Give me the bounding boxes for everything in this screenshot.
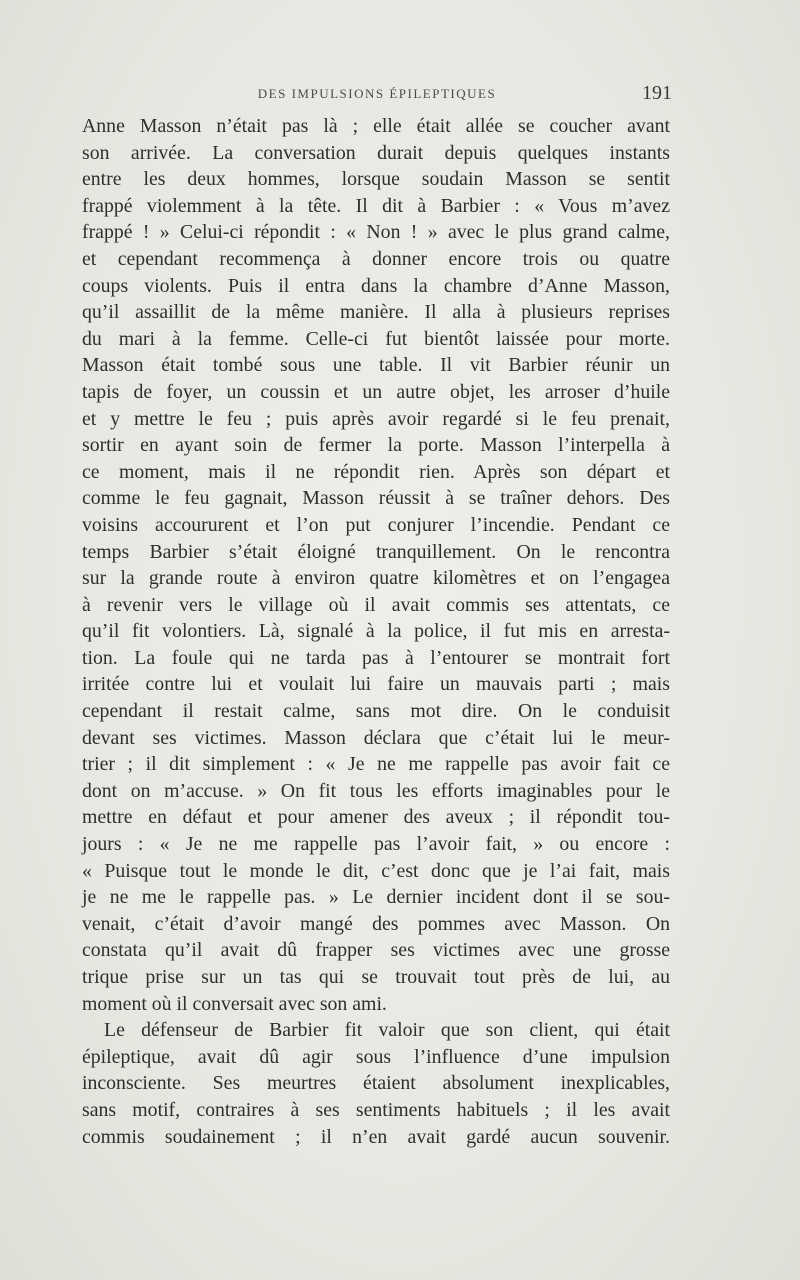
text-line: Masson était tombé sous une table. Il vit Barbier réunir un — [82, 354, 670, 377]
text-line: frappé violemment à la tête. Il dit à Barbier : « Vous m’avez — [82, 194, 670, 217]
text-line: tion. La foule qui ne tarda pas à l’entourer se montrait fort — [82, 646, 670, 669]
text-line: mettre en défaut et pour amener des aveux ; il répondit tou- — [82, 806, 670, 829]
text-line: je ne me le rappelle pas. » Le dernier incident dont il se sou- — [82, 886, 670, 909]
text-line: sortir en ayant soin de fermer la porte. Masson l’interpella à — [82, 434, 670, 457]
text-line: temps Barbier s’était éloigné tranquillement. On le rencontra — [82, 540, 670, 563]
text-line: qu’il fit volontiers. Là, signalé à la police, il fut mis en arresta- — [82, 620, 670, 643]
text-line: sans motif, contraires à ses sentiments habituels ; il les avait — [82, 1098, 670, 1121]
text-line: entre les deux hommes, lorsque soudain Masson se sentit — [82, 168, 670, 191]
text-line: commis soudainement ; il n’en avait gardé aucun souvenir. — [82, 1125, 670, 1148]
text-line: ce moment, mais il ne répondit rien. Après son départ et — [82, 460, 670, 483]
text-line: comme le feu gagnait, Masson réussit à se traîner dehors. Des — [82, 487, 670, 510]
text-line: cependant il restait calme, sans mot dire. On le conduisit — [82, 700, 670, 723]
running-head — [82, 82, 672, 106]
text-line: jours : « Je ne me rappelle pas l’avoir fait, » ou encore : — [82, 833, 670, 856]
text-line: irritée contre lui et voulait lui faire un mauvais parti ; mais — [82, 673, 670, 696]
text-line: à revenir vers le village où il avait commis ses attentats, ce — [82, 593, 670, 616]
text-line: du mari à la femme. Celle-ci fut bientôt laissée pour morte. — [82, 327, 670, 350]
text-line: voisins accoururent et l’on put conjurer l’incendie. Pendant ce — [82, 513, 670, 536]
text-line: épileptique, avait dû agir sous l’influence d’une impulsion — [82, 1045, 670, 1068]
text-line: Le défenseur de Barbier fit valoir que son client, qui était — [104, 1019, 670, 1042]
text-line: qu’il assaillit de la même manière. Il alla à plusieurs reprises — [82, 301, 670, 324]
text-line: dont on m’accuse. » On fit tous les efforts imaginables pour le — [82, 779, 670, 802]
text-line: inconsciente. Ses meurtres étaient absolument inexplicables, — [82, 1072, 670, 1095]
text-line: moment où il conversait avec son ami. — [82, 992, 387, 1015]
text-line: coups violents. Puis il entra dans la chambre d’Anne Masson, — [82, 274, 670, 297]
text-line: sur la grande route à environ quatre kilomètres et on l’engagea — [82, 567, 670, 590]
text-line: constata qu’il avait dû frapper ses victimes avec une grosse — [82, 939, 670, 962]
text-line: son arrivée. La conversation durait depuis quelques instants — [82, 141, 670, 164]
paragraph-2 — [82, 1017, 670, 1150]
text-line: Anne Masson n’était pas là ; elle était allée se coucher avant — [82, 115, 670, 137]
text-line: tapis de foyer, un coussin et un autre objet, les arroser d’huile — [82, 380, 670, 403]
text-line: trier ; il dit simplement : « Je ne me rappelle pas avoir fait ce — [82, 753, 670, 776]
text-line: frappé ! » Celui-ci répondit : « Non ! » avec le plus grand calme, — [82, 221, 670, 244]
running-title: DES IMPULSIONS ÉPILEPTIQUES — [257, 86, 497, 101]
text-line: devant ses victimes. Masson déclara que c’était lui le meur- — [82, 726, 670, 749]
text-line: et cependant recommença à donner encore trois ou quatre — [82, 247, 670, 270]
text-line: et y mettre le feu ; puis après avoir regardé si le feu prenait, — [82, 407, 670, 430]
text-line: « Puisque tout le monde le dit, c’est donc que je l’ai fait, mais — [82, 859, 670, 882]
body-text — [82, 113, 670, 1150]
text-line: trique prise sur un tas qui se trouvait tout près de lui, au — [82, 966, 670, 988]
text-line: venait, c’était d’avoir mangé des pommes avec Masson. On — [82, 912, 670, 935]
paragraph-1 — [82, 113, 670, 1017]
page-number: 191 — [642, 82, 672, 104]
